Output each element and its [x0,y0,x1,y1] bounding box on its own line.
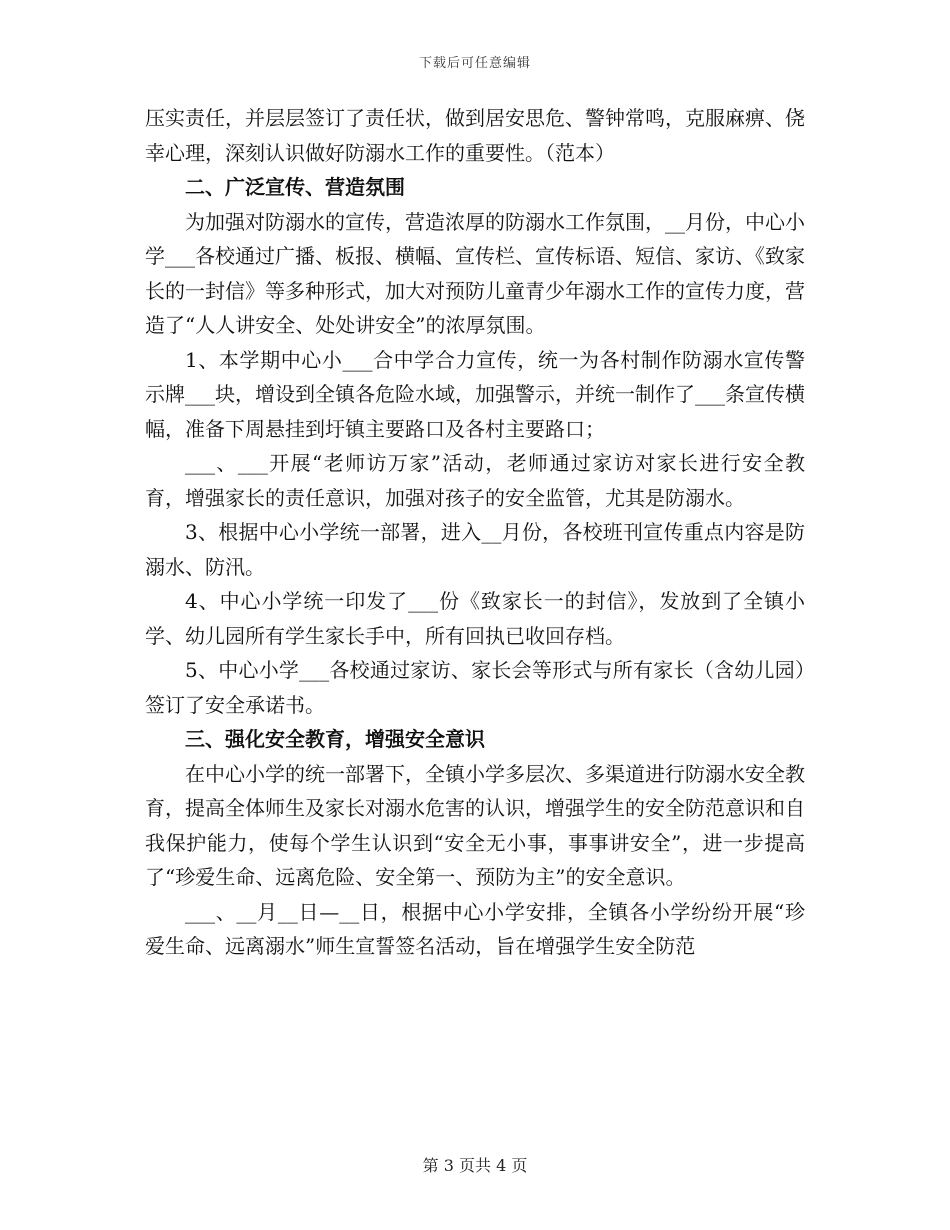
paragraph-item-1: 1、本学期中心小___合中学合力宣传，统一为各村制作防溺水宣传警示牌___块，增设到全镇各危险水域，加强警示，并统一制作了___条宣传横幅，准备下周悬挂到圩镇主要路口及各村主要路口； [145,347,805,441]
section-heading-education: 三、强化安全教育，增强安全意识 [185,727,485,751]
paragraph-pledge-activity: ___、__月__日—__日，根据中心小学安排，全镇各小学纷纷开展“珍爱生命、远离溺水”师生宣誓签名活动，旨在增强学生安全防范 [145,899,805,958]
paragraph-item-3: 3、根据中心小学统一部署，进入__月份，各校班刊宣传重点内容是防溺水、防汛。 [145,520,805,579]
paragraph-item-2: ___、___开展“老师访万家”活动，老师通过家访对家长进行安全教育，增强家长的责任意识，加强对孩子的安全监管，尤其是防溺水。 [145,451,805,510]
paragraph-item-5: 5、中心小学___各校通过家访、家长会等形式与所有家长（含幼儿园）签订了安全承诺书。 [145,658,805,717]
paragraph-publicity-intro: 为加强对防溺水的宣传，营造浓厚的防溺水工作氛围，__月份，中心小学___各校通过广播、板报、横幅、宣传栏、宣传标语、短信、家访、《致家长的一封信》等多种形式，加大对预防儿童青少年溺水工作的宣传力度，营造了“人人讲安全、处处讲安全”的浓厚氛围。 [145,209,805,337]
paragraph-item-4: 4、中心小学统一印发了___份《致家长一的封信》，发放到了全镇小学、幼儿园所有学生家长手中，所有回执已收回存档。 [145,589,805,648]
paragraph-responsibility: 压实责任，并层层签订了责任状，做到居安思危、警钟常鸣，克服麻痹、侥幸心理，深刻认识做好防溺水工作的重要性。（范本） [145,106,805,165]
document-body [145,101,805,964]
section-heading-publicity: 二、广泛宣传、营造氛围 [185,175,405,199]
page-header-note: 下载后可任意编辑 [418,56,531,71]
paragraph-education-intro: 在中心小学的统一部署下，全镇小学多层次、多渠道进行防溺水安全教育，提高全体师生及家长对溺水危害的认识，增强学生的安全防范意识和自我保护能力，使每个学生认识到“安全无小事，事事讲安全”，进一步提高了“珍爱生命、远离危险、安全第一、预防为主”的安全意识。 [145,761,805,889]
page-number-footer: 第 3 页共 4 页 [422,1156,528,1175]
